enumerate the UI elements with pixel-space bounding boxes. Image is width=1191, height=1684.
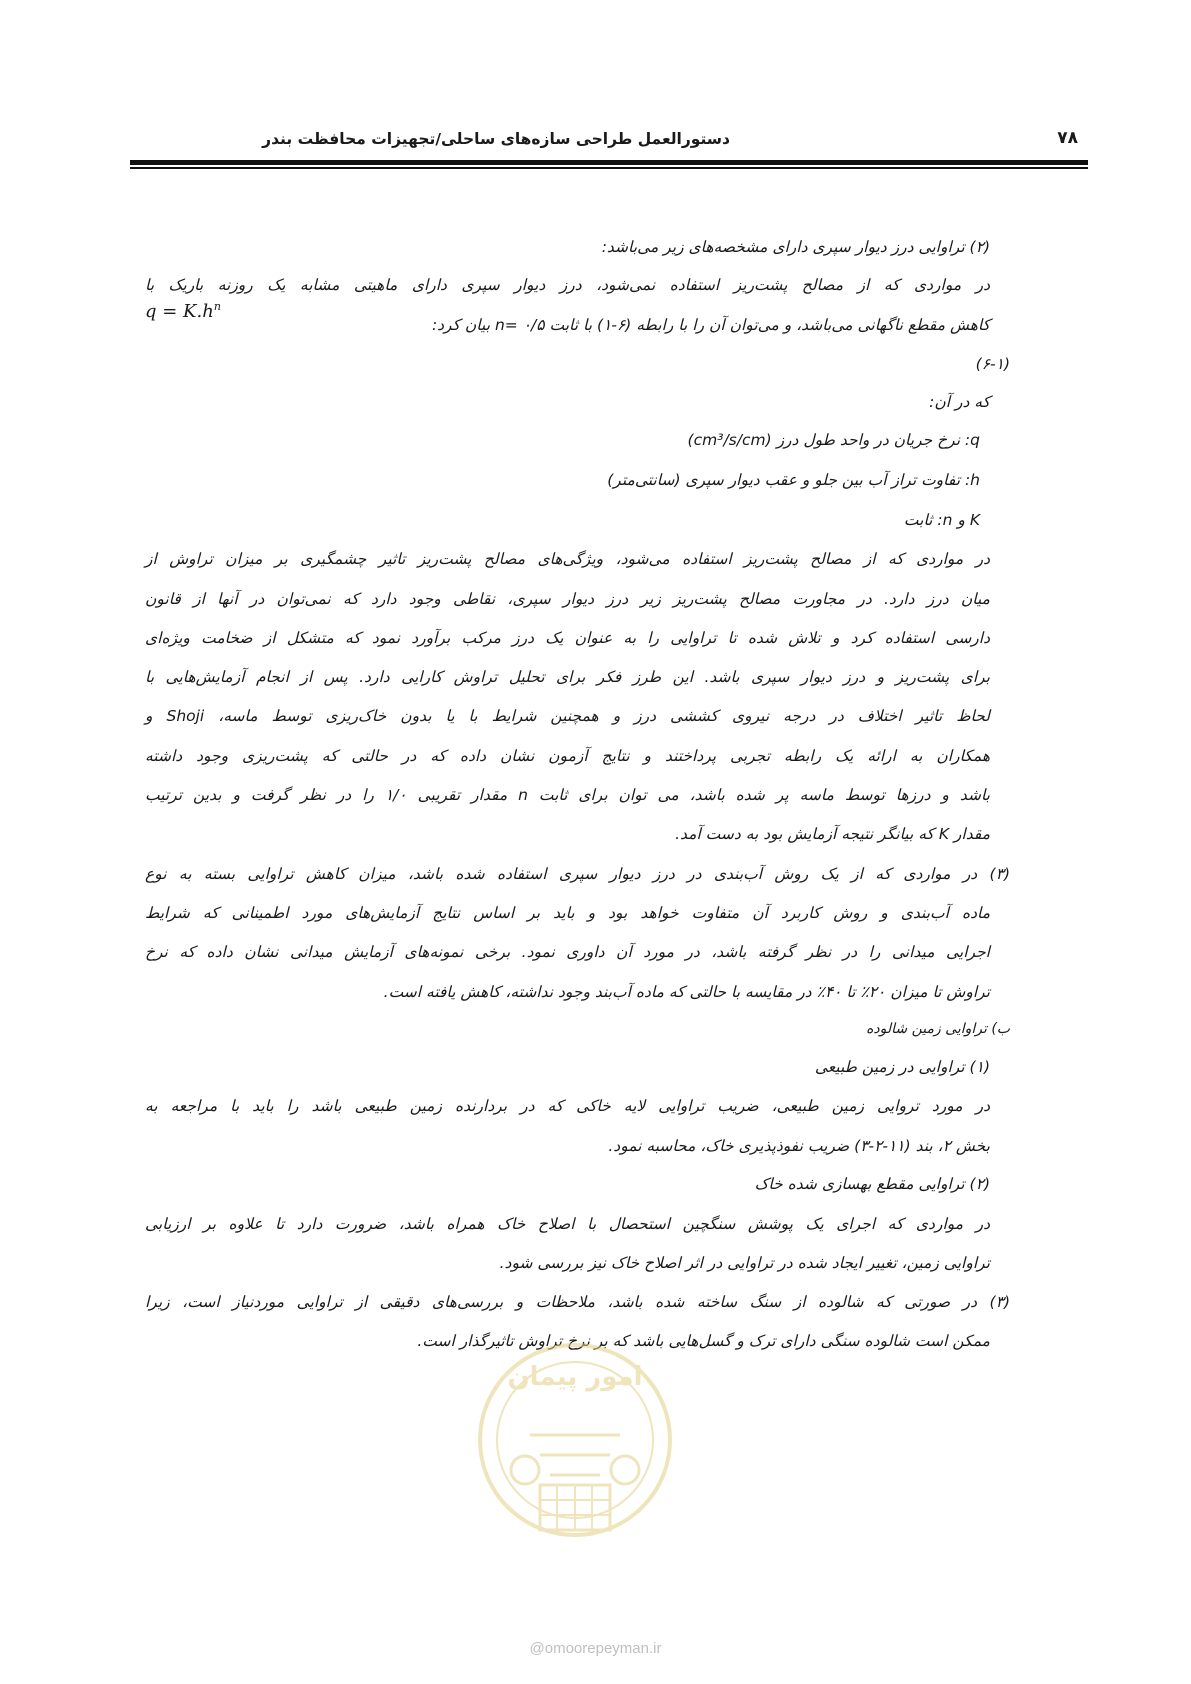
paragraph-line: اجرایی میدانی را در نظر گرفته باشد، در مورد آن داوری نمود. برخی نمونه‌های آزمایش میدانی نشان داده که نرخ bbox=[145, 943, 990, 961]
page-header bbox=[130, 128, 1078, 160]
header-rule-thick bbox=[130, 160, 1088, 165]
paragraph-line: تراوش تا میزان ۲۰٪ تا ۴۰٪ در مقایسه با حالتی که ماده آب‌بند وجود نداشته، کاهش یافته است. bbox=[383, 983, 990, 1001]
definition-k-n: K و n: ثابت bbox=[903, 511, 980, 529]
paragraph-line: همکاران به ارائه یک رابطه تجربی پرداختند و نتایج آزمون نشان داده که در حالتی که پشت‌ریزی وجود داشته bbox=[145, 747, 990, 765]
item-2-heading: (۲) تراوایی درز دیوار سپری دارای مشخصه‌های زیر می‌باشد: bbox=[601, 238, 990, 256]
footer-site: @omoorepeyman.ir bbox=[529, 1640, 662, 1657]
where-label: که در آن: bbox=[929, 393, 990, 411]
section-b-heading: ب) تراوایی زمین شالوده bbox=[866, 1021, 1010, 1037]
definition-h: h: تفاوت تراز آب بین جلو و عقب دیوار سپری (سانتی‌متر) bbox=[607, 471, 980, 489]
paragraph-line: لحاظ تاثیر اختلاف در درجه نیروی کششی درز و همچنین شرایط با یا بدون خاک‌ریزی توسط ماسه، Shoji و bbox=[145, 707, 990, 725]
formula-exponent: n bbox=[213, 300, 221, 313]
watermark-seal bbox=[470, 1315, 680, 1585]
watermark-text: امور پیمان bbox=[507, 1362, 643, 1392]
paragraph-line: در مواردی که اجرای یک پوشش سنگچین استحصال با اصلاح خاک همراه باشد، ضرورت دارد تا علاوه بر ارزیابی bbox=[145, 1215, 990, 1233]
paragraph-line: دارسی استفاده کرد و تلاش شده تا تراوایی را به عنوان یک درز مرکب برآورد نمود که متشکل از ضخامت ویژه‌ای bbox=[145, 629, 990, 647]
item-b1-heading: (۱) تراوایی در زمین طبیعی bbox=[814, 1058, 990, 1076]
formula bbox=[145, 300, 221, 322]
header-title: دستورالعمل طراحی سازه‌های ساحلی/تجهیزات محافظت بندر bbox=[262, 130, 730, 148]
paragraph-line: در مواردی که از مصالح پشت‌ریز استفاده می‌شود، ویژگی‌های مصالح پشت‌ریز تاثیر چشمگیری بر میزان تراوش از bbox=[145, 550, 990, 568]
paragraph-line: تراوایی زمین، تغییر ایجاد شده در تراوایی در اثر اصلاح خاک نیز بررسی شود. bbox=[499, 1254, 990, 1272]
definition-q: q: نرخ جریان در واحد طول درز (cm³/s/cm) bbox=[687, 431, 980, 449]
paragraph-line: مقدار K که بیانگر نتیجه آزمایش بود به دست آمد. bbox=[675, 825, 990, 843]
paragraph-line: باشد و درزها توسط ماسه پر شده باشد، می توان برای ثابت n مقدار تقریبی ۱/۰ را در نظر گرفت و بدین ترتیب bbox=[145, 786, 990, 804]
item-b2-heading: (۲) تراوایی مقطع بهسازی شده خاک bbox=[754, 1175, 990, 1193]
paragraph-line: ممکن است شالوده سنگی دارای ترک و گسل‌هایی باشد که بر نرخ تراوش تاثیرگذار است. bbox=[417, 1332, 990, 1350]
header-rule-thin bbox=[130, 167, 1088, 169]
paragraph-line: برای پشت‌ریز و درز دیوار سپری باشد. این طرز فکر برای تحلیل تراوش کارایی دارد. پس از انجام آزمایش‌هایی با bbox=[145, 668, 990, 686]
paragraph-line: در مواردی که از مصالح پشت‌ریز استفاده نمی‌شود، درز دیوار سپری دارای ماهیتی مشابه یک روزنه باریک با bbox=[145, 276, 990, 294]
paragraph-line: کاهش مقطع ناگهانی می‌باشد، و می‌توان آن را با رابطه (۶-۱) با ثابت n= ۰/۵ بیان کرد: bbox=[431, 316, 990, 334]
paragraph-line: در مورد تروایی زمین طبیعی، ضریب تراوایی لایه خاکی که در بردارنده زمین طبیعی باشد را باید با مراجعه به bbox=[145, 1097, 990, 1115]
formula-text: q = K.h bbox=[145, 301, 214, 322]
item-3-line: (۳) در مواردی که از یک روش آب‌بندی در درز دیوار سپری استفاده شده باشد، میزان کاهش تراوایی بسته به نوع bbox=[145, 865, 1010, 883]
equation-number: (۶-۱) bbox=[975, 355, 1010, 373]
paragraph-line: میان درز دارد. در مجاورت مصالح پشت‌ریز زیر درز دیوار سپری، نقاطی وجود دارد که نمی‌توان در آنها از قانون bbox=[145, 590, 990, 608]
item-b3-line: (۳) در صورتی که شالوده از سنگ ساخته شده باشد، ملاحظات و بررسی‌های دقیقی از تراوایی موردنیاز است، زیرا bbox=[145, 1293, 1010, 1311]
page-number: ۷۸ bbox=[1057, 128, 1078, 148]
paragraph-line: بخش ۲، بند (۱۱-۲-۳) ضریب نفوذپذیری خاک، محاسبه نمود. bbox=[608, 1137, 990, 1155]
paragraph-line: ماده آب‌بندی و روش کاربرد آن متفاوت خواهد بود و باید بر اساس نتایج آزمایش‌های مورد اطمینانی که شرایط bbox=[145, 904, 990, 922]
